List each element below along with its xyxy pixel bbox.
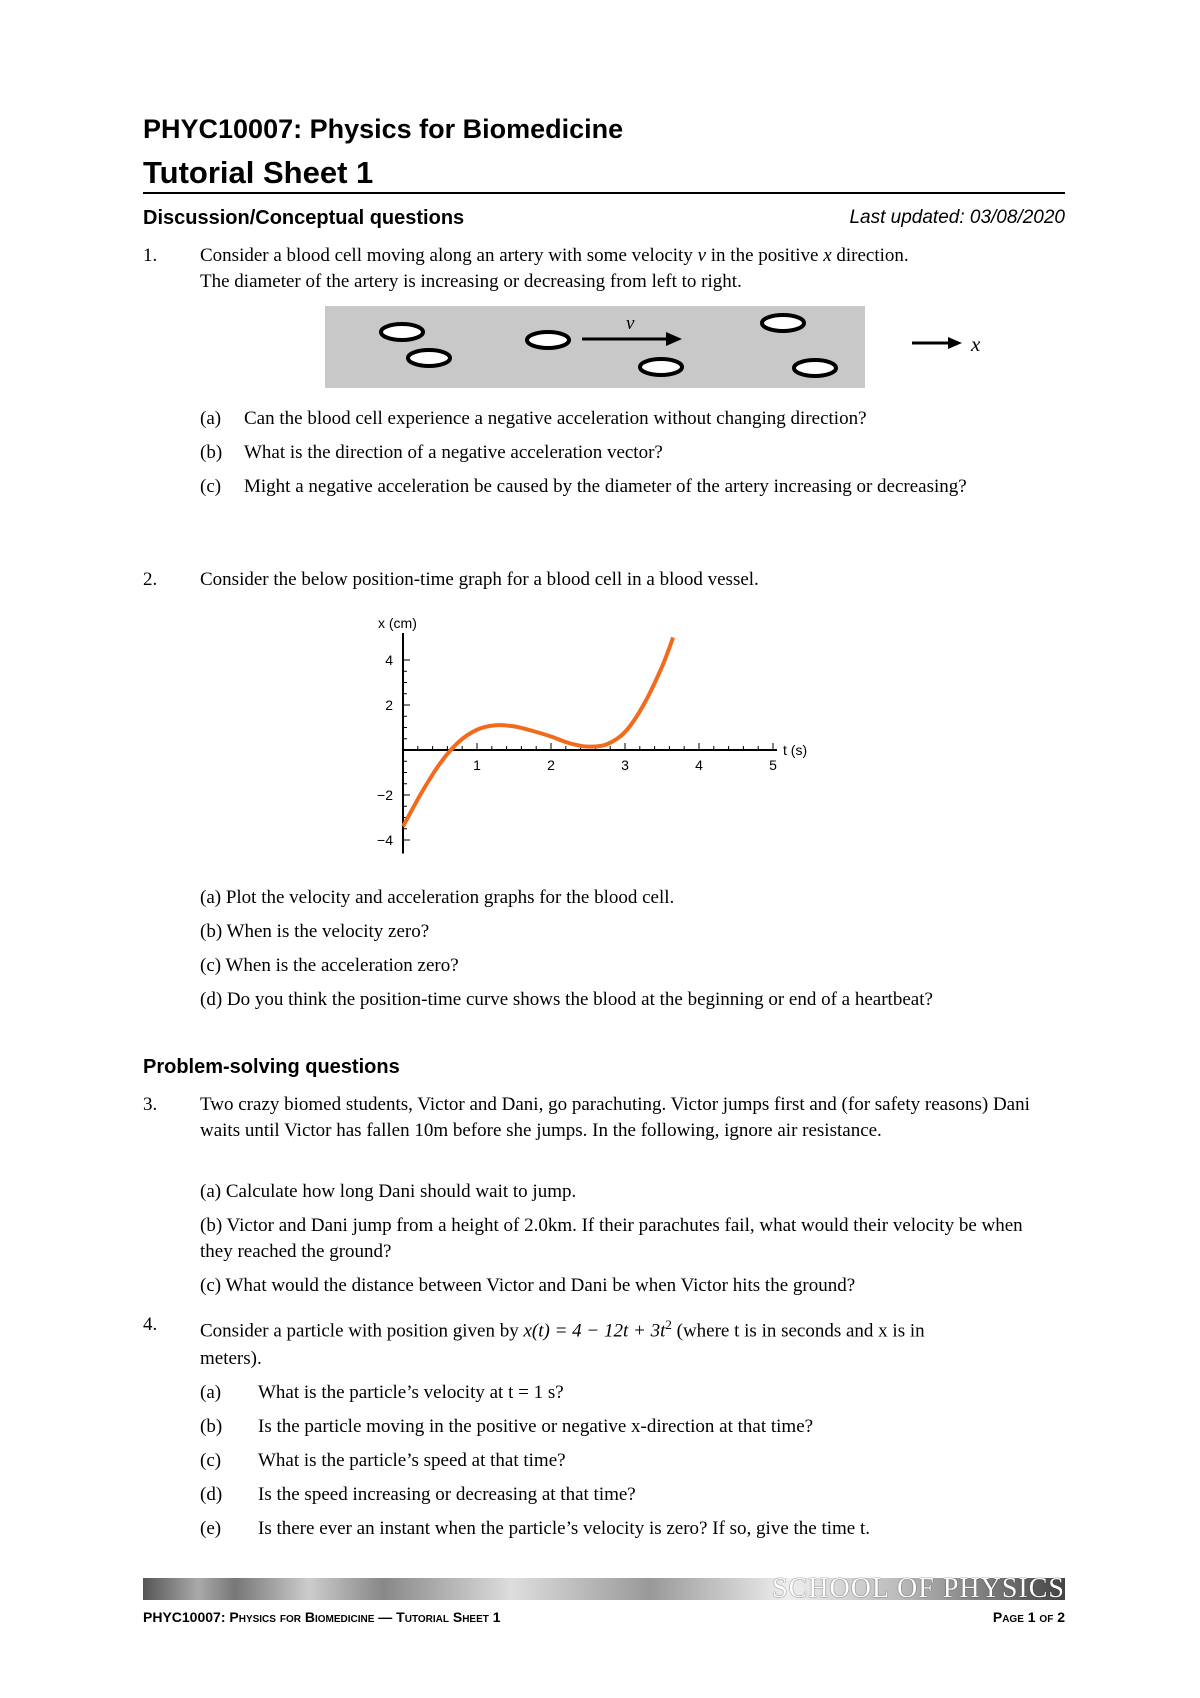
question-number: 1. (143, 245, 158, 266)
sub-question-b: What is the direction of a negative acceleration vector? (244, 442, 663, 463)
sub-question-a: Can the blood cell experience a negative acceleration without changing direction? (244, 408, 867, 429)
x-axis-label: t (s) (783, 742, 808, 758)
y-tick-label: 4 (385, 652, 393, 668)
question-number: 3. (143, 1094, 158, 1115)
var-x: x (823, 245, 832, 266)
sub-question-c: Might a negative acceleration be caused by the diameter of the artery increasing or decreasing? (244, 476, 967, 497)
var-v: v (697, 245, 707, 266)
y-tick-label: −4 (377, 832, 393, 848)
x-tick-label: 3 (621, 757, 629, 773)
sub-label: (e) (200, 1518, 222, 1539)
artery-figure (320, 306, 1040, 390)
sub-question-e: Is there ever an instant when the particle’s velocity is zero? If so, give the time t. (258, 1518, 871, 1539)
sub-label: (c) (200, 476, 222, 497)
text-part: (where t is in seconds and x is in (671, 1320, 925, 1342)
blood-cell (762, 315, 804, 331)
sub-label: (d) (200, 1484, 223, 1505)
x-tick-label: 5 (769, 757, 777, 773)
sub-question-d: (d) Do you think the position-time curve shows the blood at the beginning or end of a heartbeat? (200, 989, 933, 1010)
question-text (200, 243, 1065, 269)
x-axis-label: x (971, 332, 981, 356)
last-updated: Last updated: 03/08/2020 (849, 207, 1065, 228)
question-number: 2. (143, 569, 158, 590)
sub-question-c: What is the particle’s speed at that time? (258, 1450, 566, 1471)
question-text: Consider the below position-time graph for a blood cell in a blood vessel. (200, 569, 759, 590)
question-number: 4. (143, 1314, 158, 1335)
x-tick-label: 1 (473, 757, 481, 773)
position-time-chart (360, 598, 840, 878)
text-part: in the positive (706, 245, 824, 266)
position-curve (403, 638, 673, 827)
y-tick-label: −2 (377, 787, 393, 803)
x-tick-label: 4 (695, 757, 703, 773)
sub-label: (c) (200, 1450, 222, 1471)
question-text-line2: meters). (200, 1348, 262, 1369)
y-tick-label: 2 (385, 697, 393, 713)
text-part: Consider a particle with position given by (200, 1320, 524, 1342)
sub-question-a: What is the particle’s velocity at t = 1 s? (258, 1382, 564, 1403)
title-rule (143, 192, 1065, 194)
text-part: direction. (831, 245, 909, 266)
sub-question-c: (c) When is the acceleration zero? (200, 955, 459, 976)
footer-course: PHYC10007: Physics for Biomedicine — Tutorial Sheet 1 (143, 1609, 501, 1625)
blood-cell (381, 324, 423, 340)
sub-question-c: (c) What would the distance between Victor and Dani be when Victor hits the ground? (200, 1275, 856, 1296)
position-formula: x(t) = 4 − 12t + 3t (523, 1320, 666, 1342)
sub-question-d: Is the speed increasing or decreasing at that time? (258, 1484, 636, 1505)
blood-cell (527, 332, 569, 348)
x-tick-label: 2 (547, 757, 555, 773)
sub-label: (b) (200, 1416, 223, 1437)
course-title: PHYC10007: Physics for Biomedicine (143, 114, 624, 144)
school-of-physics-logo: SCHOOL OF PHYSICS (772, 1573, 1065, 1604)
sheet-title: Tutorial Sheet 1 (143, 155, 374, 190)
section-heading-discussion: Discussion/Conceptual questions (143, 207, 465, 229)
footer-page: Page 1 of 2 (992, 1609, 1065, 1625)
sub-question-a: (a) Calculate how long Dani should wait to jump. (200, 1181, 577, 1202)
velocity-label: v (626, 313, 635, 334)
blood-cell (794, 360, 836, 376)
question-text-line2: The diameter of the artery is increasing or decreasing from left to right. (200, 271, 742, 292)
section-heading-problem-solving: Problem-solving questions (143, 1056, 400, 1078)
formula-exponent: 2 (665, 1317, 672, 1332)
sub-question-b: (b) When is the velocity zero? (200, 921, 430, 942)
question-text: Two crazy biomed students, Victor and Dani, go parachuting. Victor jumps first and (for safety reasons) Dani waits until Victor has fallen 10m before she jumps. In the following, ignore air resistance. (200, 1094, 1030, 1141)
sub-label: (b) (200, 442, 223, 463)
blood-cell (640, 359, 682, 375)
blood-cell (408, 350, 450, 366)
y-axis-label: x (cm) (378, 615, 417, 631)
question-text (200, 1312, 1065, 1344)
sub-label: (a) (200, 408, 222, 429)
sub-question-a: (a) Plot the velocity and acceleration graphs for the blood cell. (200, 887, 675, 908)
sub-question-b: Is the particle moving in the positive or negative x-direction at that time? (258, 1416, 814, 1437)
x-axis-arrowhead (948, 337, 962, 349)
sub-label: (a) (200, 1382, 222, 1403)
sub-question-b: (b) Victor and Dani jump from a height of 2.0km. If their parachutes fail, what would their velocity be when they reached the ground? (200, 1215, 1023, 1262)
text-part: Consider a blood cell moving along an artery with some velocity (200, 245, 698, 266)
